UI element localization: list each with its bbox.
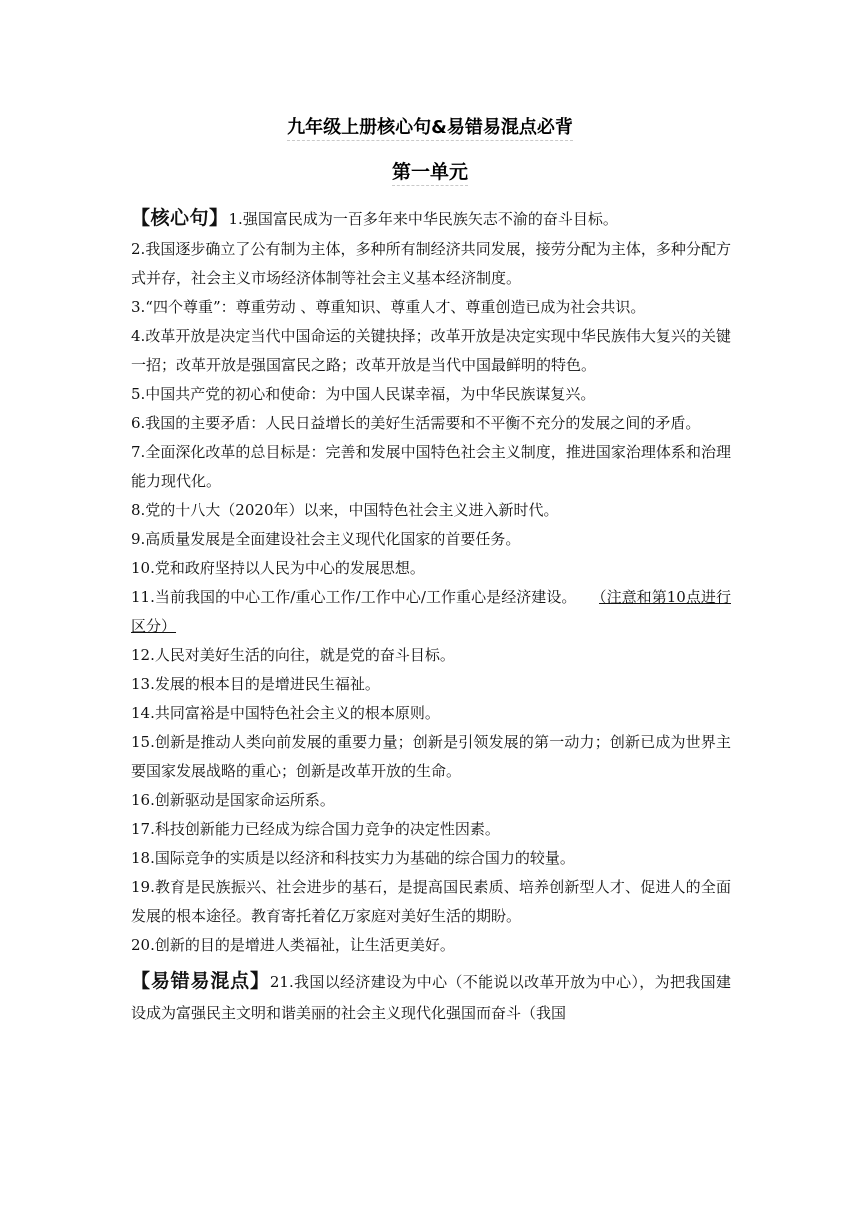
core-item-9: 9.高质量发展是全面建设社会主义现代化国家的首要任务。 <box>131 530 521 548</box>
core-item-11 <box>131 583 731 641</box>
unit-title-text: 第一单元 <box>392 161 468 186</box>
core-item-6: 6.我国的主要矛盾：人民日益增长的美好生活需要和不平衡不充分的发展之间的矛盾。 <box>131 414 701 432</box>
core-item-13: 13.发展的根本目的是增进民生福祉。 <box>131 675 380 693</box>
core-item-17: 17.科技创新能力已经成为综合国力竞争的决定性因素。 <box>131 820 500 838</box>
core-item-3: 3.“四个尊重”：尊重劳动 、尊重知识、尊重人才、尊重创造已成为社会共识。 <box>131 298 646 316</box>
document-title <box>0 116 860 140</box>
core-item-8: 8.党的十八大（2020年）以来，中国特色社会主义进入新时代。 <box>131 501 559 519</box>
core-section-heading: 【核心句】 <box>131 207 229 229</box>
core-item-18: 18.国际竞争的实质是以经济和科技实力为基础的综合国力的较量。 <box>131 849 575 867</box>
core-item-2: 2.我国逐步确立了公有制为主体，多种所有制经济共同发展，接劳分配为主体，多种分配方式并存，社会主义市场经济体制等社会主义基本经济制度。 <box>131 240 731 287</box>
mistake-first-line <box>131 966 731 1029</box>
mistake-item-21: 21.我国以经济建设为中心（不能说以改革开放为中心），为把我国建设成为富强民主文明和谐美丽的社会主义现代化强国而奋斗（我国 <box>131 973 731 1022</box>
core-item-7: 7.全面深化改革的总目标是：完善和发展中国特色社会主义制度，推进国家治理体系和治理能力现代化。 <box>131 443 731 490</box>
core-item-5: 5.中国共产党的初心和使命：为中国人民谋幸福，为中华民族谋复兴。 <box>131 385 596 403</box>
mistake-section-heading: 【易错易混点】 <box>131 970 270 992</box>
core-item-1: 1.强国富民成为一百多年来中华民族矢志不渝的奋斗目标。 <box>228 210 618 228</box>
core-item-11-text: 11.当前我国的中心工作/重心工作/工作中心/工作重心是经济建设。 <box>131 588 569 606</box>
core-item-12: 12.人民对美好生活的向往，就是党的奋斗目标。 <box>131 646 455 664</box>
document-title-text: 九年级上册核心句&易错易混点必背 <box>287 117 573 141</box>
core-item-14: 14.共同富裕是中国特色社会主义的根本原则。 <box>131 704 440 722</box>
core-first-line <box>131 203 731 235</box>
core-item-15: 15.创新是推动人类向前发展的重要力量；创新是引领发展的第一动力；创新已成为世界主要国家发展战略的重心；创新是改革开放的生命。 <box>131 733 731 780</box>
core-item-20: 20.创新的目的是增进人类福祉，让生活更美好。 <box>131 936 455 954</box>
core-item-11-note: （注意和第10点进行区分） <box>131 588 731 635</box>
core-item-16: 16.创新驱动是国家命运所系。 <box>131 791 335 809</box>
document-body <box>131 203 731 1029</box>
core-item-19: 19.教育是民族振兴、社会进步的基石，是提高国民素质、培养创新型人才、促进人的全面发展的根本途径。教育寄托着亿万家庭对美好生活的期盼。 <box>131 878 731 925</box>
core-item-4: 4.改革开放是决定当代中国命运的关键抉择；改革开放是决定实现中华民族伟大复兴的关键一招；改革开放是强国富民之路；改革开放是当代中国最鲜明的特色。 <box>131 327 731 374</box>
core-item-10: 10.党和政府坚持以人民为中心的发展思想。 <box>131 559 425 577</box>
unit-title <box>0 160 860 184</box>
